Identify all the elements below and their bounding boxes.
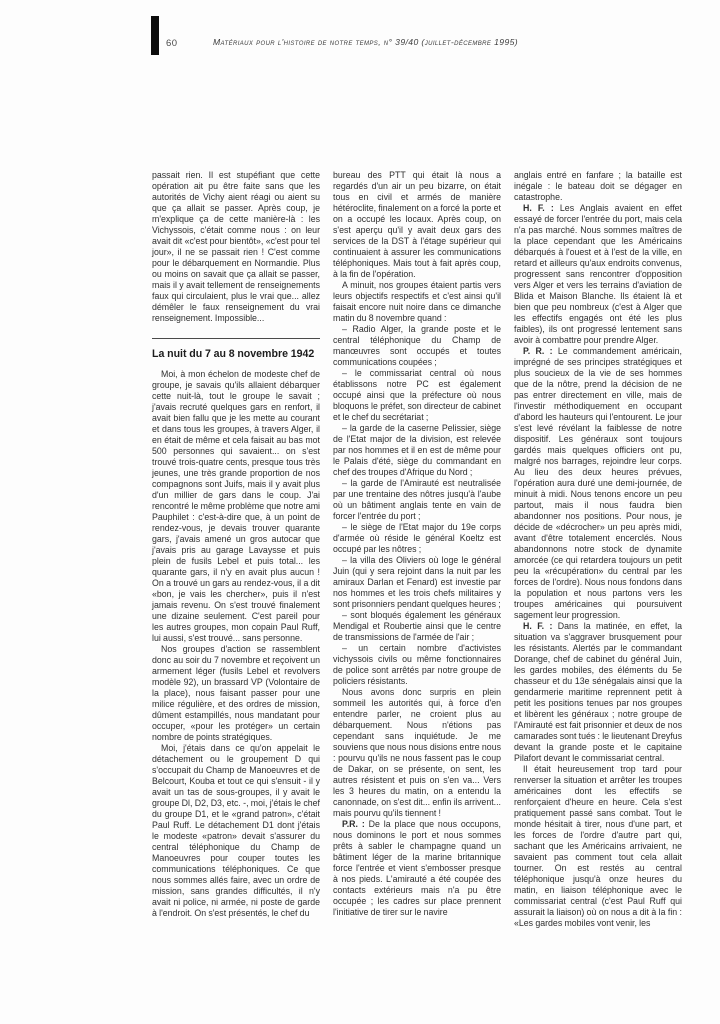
paragraph: – la villa des Oliviers où loge le général Juin (qui y sera rejoint dans la nuit par les amiraux Darlan et Fenard) est investie par nos hommes et les trois chefs militaires y sont prisonniers pendant quelques heures ; xyxy=(333,555,501,609)
paragraph: – un certain nombre d'activistes vichyssois civils ou même fonctionnaires de police sont arrêtés par notre groupe de policiers résistants. xyxy=(333,643,501,686)
header-rule-bar xyxy=(151,16,159,55)
text-column-2 xyxy=(333,170,501,918)
paragraph: bureau des PTT qui était là nous a regardés d'un air un peu bizarre, on était tous en civil et armés de manière hétéroclite, finalement on a forcé la porte et on a occupé les locaux. Après coup, on s'est aperçu qu'il y avait deux gars des services de la DST à l'étage supérieur qui continuaient à assurer les communications téléphoniques. Mais tout à fait après coup, à la fin de l'opération. xyxy=(333,170,501,279)
paragraph: H. F. : Les Anglais avaient en effet essayé de forcer l'entrée du port, mais cela n'a pas marché. Nous sommes maîtres de la place cependant que les Américains débarqués à l'ouest et à l'est de la ville, en retard et ailleurs qu'aux endroits convenus, progressent sans rencontrer d'opposition vers Alger et vers les terrains d'aviation de Blida et Maison Blanche. Ils étaient là et bien que peu nombreux (c'est à Alger que les effectifs engagés ont été les plus faibles), ils ont progressé lentement sans avoir à combattre pour prendre Alger. xyxy=(514,203,682,345)
paragraph: – le commissariat central où nous établissons notre PC est également occupé ainsi que la préfecture où nous bloquons le préfet, son directeur de cabinet et le chef du secrétariat ; xyxy=(333,368,501,422)
text-column-3 xyxy=(514,170,682,929)
paragraph: H. F. : Dans la matinée, en effet, la situation va s'aggraver brusquement pour les résistants. Alertés par le commandant Dorange, chef de cabinet du général Juin, les gardes mobiles, des éléments du 5e chasseur et du 13e sénégalais ainsi que la gendarmerie maritime reprennent petit à petit les positions tenues par nos groupes et libèrent les généraux ; notre groupe de l'Amirauté est fait prisonnier et deux de nos camarades sont tués : le lieutenant Dreyfus devant la grande poste et le capitaine Pilafort devant le commissariat central. xyxy=(514,621,682,763)
section-heading: La nuit du 7 au 8 novembre 1942 xyxy=(152,338,320,360)
paragraph: – la garde de l'Amirauté est neutralisée par une trentaine des nôtres jusqu'à l'aube où un bâtiment anglais tente en vain de forcer l'entrée du port ; xyxy=(333,478,501,521)
paragraph: – le siège de l'Etat major du 19e corps d'armée où réside le général Koeltz est occupé par les nôtres ; xyxy=(333,522,501,554)
paragraph: P. R. : Le commandement américain, imprégné de ses principes stratégiques et plus soucieux de la vie de ses hommes que de la nôtre, prend la décision de ne pas entrer directement en ville, mais de l'investir méthodiquement en occupant d'abord les hauteurs qui l'entourent. Le jour s'est levé révélant la faiblesse de notre dispositif. Les généraux sont toujours gardés mais quelques officiers ont pu, malgré nos barrages, rejoindre leur corps. Au lieu des deux heures prévues, l'opération aura duré une demi-journée, de minuit à midi. Nous tenons encore un peu partout, mais il nous faudra bien abandonner nos positions. Pour nous, je décide de «décrocher» un peu après midi, avant d'être totalement encerclés. Nous abandonnons notre stock de dynamite amorcée (ce qui retardera toujours un petit peu la «récupération» du central par les forces de l'ordre). Nous nous fondons dans la population et nous partons vers les troupes américaines qui poursuivent sagement leur progression. xyxy=(514,346,682,620)
running-head: Matériaux pour l'histoire de notre temps, n° 39/40 (juillet-décembre 1995) xyxy=(213,37,519,47)
speaker-label: P. R. : xyxy=(523,346,553,356)
paragraph: Moi, à mon échelon de modeste chef de groupe, je savais qu'ils allaient débarquer cette nuit-là, tout le groupe le savait ; j'avais recruté quelques gars en renfort, il avait bien fallu que je les mette au courant et dans tous les groupes, à travers Alger, il en était de même et cela faisait au bas mot 500 personnes qui savaient... on s'est trouvé trois-quatre cents, presque tous très jeunes, une très grande proportion de nos compagnons sont Juifs, mais il y avait plus d'un millier de gars dans le coup. J'ai rencontré le même problème que notre ami Pauphilet : c'est-à-dire que, à un point de rendez-vous, je devais trouver quarante gars, j'avais amené un gros autocar que j'avais pris au garage Lavaysse et puis plein de fusils Lebel et puis total... les quarante gars, il n'y en avait plus aucun ! On a trouvé un gars au rendez-vous, il a dit «bon, je vais les chercher», puis il n'est jamais revenu. On s'est trouvé finalement une dizaine seulement. C'est pareil pour les autres groupes, mon copain Paul Ruff, lui aussi, s'est trouvé... sans personne. xyxy=(152,369,320,643)
paragraph: – sont bloqués également les généraux Mendigal et Roubertie ainsi que le centre de transmissions de l'armée de l'air ; xyxy=(333,610,501,642)
speaker-label: P.R. : xyxy=(342,819,365,829)
speaker-label: H. F. : xyxy=(523,621,553,631)
speaker-label: H. F. : xyxy=(523,203,554,213)
paragraph: – la garde de la caserne Pelissier, siège de l'Etat major de la division, est relevée par nos hommes et il en est de même pour le Palais d'été, siège du commandant en chef des troupes d'Afrique du Nord ; xyxy=(333,423,501,477)
paragraph: P.R. : De la place que nous occupons, nous dominons le port et nous sommes prêts à sabler le champagne quand un bâtiment léger de la marine britannique force l'entrée et vient s'embosser presque à nos pieds. L'amirauté a été coupée des contacts extérieurs mais n'a pu être occupée ; les cadres sur place prennent l'initiative de tirer sur le navire xyxy=(333,819,501,917)
article-columns xyxy=(152,170,680,929)
paragraph: Nos groupes d'action se rassemblent donc au soir du 7 novembre et reçoivent un armement léger (fusils Lebel et revolvers modèle 92), un brassard VP (Volontaire de la place), nous faisant passer pour une milice régulière, et des ordres de mission, dûment estampillés, nous mandatant pour occuper, «pour les protéger» un certain nombre de points stratégiques. xyxy=(152,644,320,742)
paragraph: passait rien. Il est stupéfiant que cette opération ait pu être faite sans que les autorités de Vichy aient réagi ou aient su que ça allait se passer. Après coup, je m'explique ça de cette manière-là : les Vichyssois, c'était comme nous : on leur avait dit «c'est pour bientôt», «c'est pour tel jour», il ne se passait rien ! C'est comme pour le débarquement en Normandie. Plus ou moins on savait que ça allait se passer, mais il y avait tellement de renseignements faux qui circulaient, plus le vrai que... allez démêler le faux renseignement du vrai renseignement. Impossible... xyxy=(152,170,320,323)
paragraph: – Radio Alger, la grande poste et le central téléphonique du Champ de manœuvres sont occupés et toutes communications coupées ; xyxy=(333,324,501,367)
paragraph: Nous avons donc surpris en plein sommeil les autorités qui, à force d'en entendre parler, ne croient plus au débarquement. Nous n'étions pas cependant sans inquiétude. Je me souviens que nous nous disions entre nous : pourvu qu'ils ne nous fassent pas le coup de Dakar, on se présente, on sent, les autres résistent et puis on s'en va... Vers les 3 heures du matin, on a entendu la canonnade, on s'est dit... enfin ils arrivent... mais pourvu qu'ils tiennent ! xyxy=(333,687,501,818)
paragraph: Il était heureusement trop tard pour renverser la situation et arrêter les troupes américaines dont les effectifs se renforçaient d'heure en heure. Cela s'est pratiquement passé sans combat. Tout le monde hésitait à tirer, nous d'une part, et les forces de l'ordre d'autre part qui, sachant que les Américains arrivaient, ne savaient pas comment tout cela allait tourner. On est restés au central téléphonique jusqu'à onze heures du matin, en liaison téléphonique avec le commissariat central (c'est Paul Ruff qui assurait la liaison) où on nous a dit à la fin : «Les gardes mobiles vont venir, les xyxy=(514,764,682,928)
page-number: 60 xyxy=(166,38,178,49)
text-column-1 xyxy=(152,170,320,919)
paragraph: Moi, j'étais dans ce qu'on appelait le détachement ou le groupement D qui s'occupait du Champ de Manoeuvres et de Belcourt, Kouba et tout ce qui s'ensuit - il y avait un tas de sous-groupes, il y avait le groupe Dl, D2, D3, etc. -, moi, j'étais le chef du groupe D1, et le «grand patron», c'était Paul Ruff. Le détachement D1 dont j'étais le modeste «patron» devait s'assurer du central téléphonique du Champ de Manoeuvres pour couper toutes les communications téléphoniques. Ce que nous sommes allés faire, avec un ordre de mission, sans grandes difficultés, il n'y avait ni police, ni armée, ni poste de garde à l'endroit. On s'est présentés, le chef du xyxy=(152,743,320,918)
paragraph: anglais entré en fanfare ; la bataille est inégale : le bateau doit se dégager en catastrophe. xyxy=(514,170,682,202)
paragraph: A minuit, nos groupes étaient partis vers leurs objectifs respectifs et c'est ainsi qu'il faisait encore nuit noire dans ce dimanche matin du 8 novembre quand : xyxy=(333,280,501,323)
